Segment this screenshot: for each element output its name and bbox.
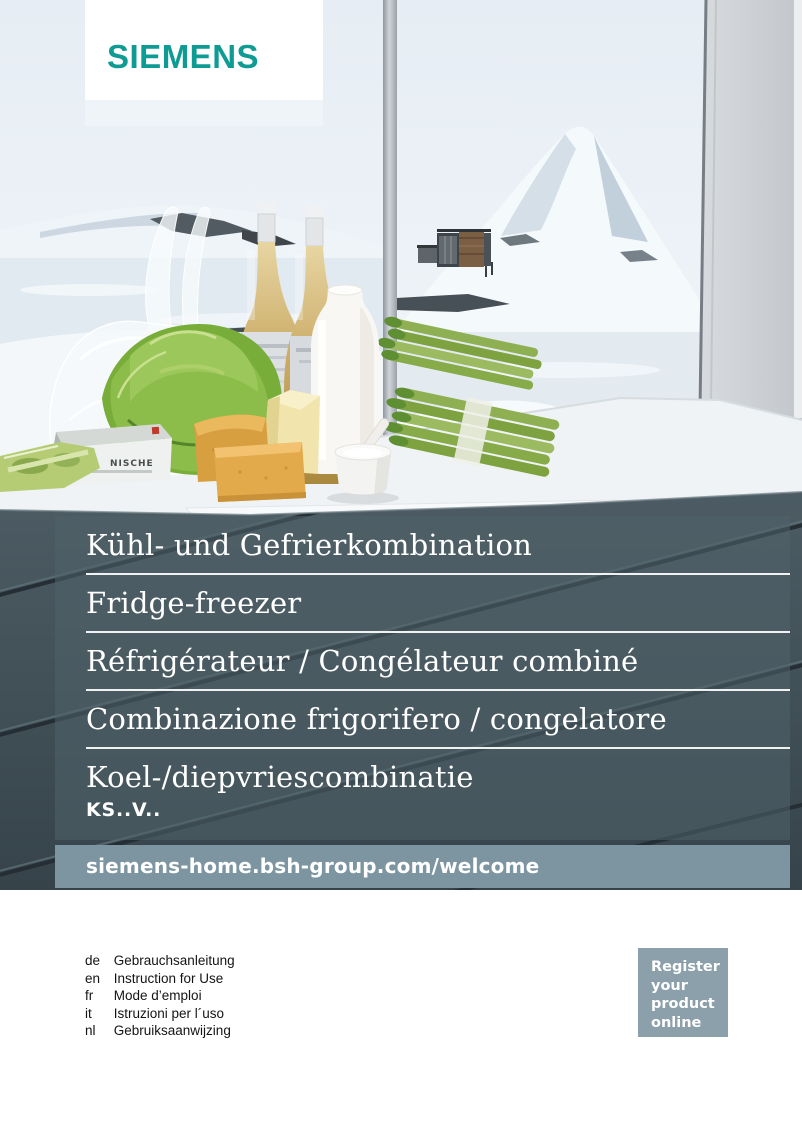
language-code: nl <box>85 1023 96 1038</box>
language-label: Mode d’emploi <box>113 988 202 1003</box>
list-item <box>85 987 235 1005</box>
register-line: your <box>651 977 688 994</box>
title-en: Fridge-freezer <box>86 586 302 620</box>
register-line: product <box>651 996 715 1012</box>
title-it: Combinazione frigorifero / congelatore <box>86 702 667 736</box>
list-item <box>85 1022 235 1040</box>
title-fr: Réfrigérateur / Congélateur combiné <box>86 644 639 678</box>
language-code: en <box>85 970 101 986</box>
language-list <box>85 952 235 1040</box>
brand-plate-reflection <box>85 100 323 126</box>
language-label: Instruction for Use <box>113 970 224 986</box>
brand-plate <box>85 0 323 100</box>
title-nl: Koel-/diepvriescombinatie <box>86 760 474 794</box>
language-code: de <box>85 953 101 968</box>
register-line: Register <box>651 959 720 975</box>
siemens-logo: SIEMENS <box>107 38 260 75</box>
title-de: Kühl- und Gefrierkombination <box>86 528 533 562</box>
right-wall-panel <box>700 0 802 424</box>
language-code: it <box>85 1005 92 1021</box>
list-item <box>85 1005 235 1023</box>
list-item <box>85 952 235 970</box>
website-band <box>55 845 790 888</box>
language-label: Istruzioni per l´uso <box>113 1005 225 1021</box>
model-number: KS..V.. <box>86 799 162 821</box>
website-url[interactable]: siemens-home.bsh-group.com/welcome <box>86 854 540 878</box>
language-label: Gebruiksaanwijzing <box>113 1023 231 1038</box>
register-product-badge[interactable] <box>638 948 728 1037</box>
language-code: fr <box>85 988 94 1003</box>
title-block <box>55 516 790 840</box>
list-item <box>85 970 235 988</box>
register-line: online <box>651 1014 702 1031</box>
language-label: Gebrauchsanleitung <box>113 953 235 968</box>
svg-text:NISCHE: NISCHE <box>110 459 154 469</box>
